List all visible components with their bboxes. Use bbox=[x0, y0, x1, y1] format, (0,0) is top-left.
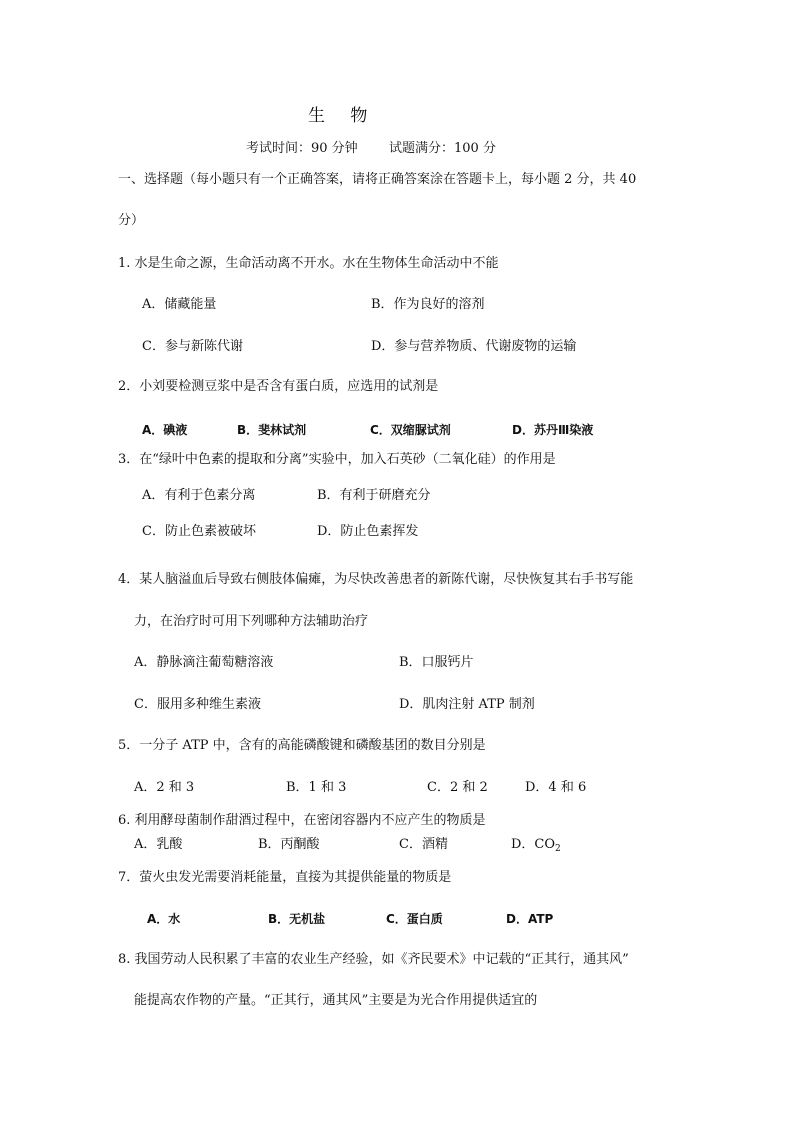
question-8-stem-cont: 能提高农作物的产量。“正其行，通其风”主要是为光合作用提供适宜的 bbox=[134, 993, 538, 1008]
question-6-option-d-subscript: 2 bbox=[555, 844, 561, 854]
question-5-option-a[interactable]: A．2 和 3 bbox=[134, 780, 195, 795]
question-6-option-b[interactable]: B．丙酮酸 bbox=[258, 837, 320, 852]
question-4-stem: 4．某人脑溢血后导致右侧肢体偏瘫，为尽快改善患者的新陈代谢，尽快恢复其右手书写能 bbox=[118, 572, 634, 587]
page-title: 生 物 bbox=[308, 106, 378, 126]
question-4-option-b[interactable]: B．口服钙片 bbox=[399, 655, 474, 670]
question-7-stem: 7．萤火虫发光需要消耗能量，直接为其提供能量的物质是 bbox=[118, 870, 452, 885]
question-6-option-c[interactable]: C．酒精 bbox=[399, 837, 448, 852]
question-4-option-c[interactable]: C．服用多种维生素液 bbox=[134, 697, 261, 712]
question-2-stem: 2．小刘要检测豆浆中是否含有蛋白质，应选用的试剂是 bbox=[118, 379, 439, 394]
question-6-option-d-text: D．CO bbox=[511, 837, 556, 852]
question-7-option-a[interactable]: A．水 bbox=[147, 912, 181, 926]
question-3-option-d[interactable]: D．防止色素挥发 bbox=[317, 524, 419, 539]
question-2-option-b[interactable]: B．斐林试剂 bbox=[237, 423, 307, 437]
question-2-option-d[interactable]: D．苏丹Ⅲ染液 bbox=[512, 423, 594, 437]
question-7-option-d[interactable]: D．ATP bbox=[506, 912, 554, 926]
question-6-option-d[interactable] bbox=[511, 836, 561, 858]
question-7-option-b[interactable]: B．无机盐 bbox=[268, 912, 326, 926]
question-8-stem: 8. 我国劳动人民积累了丰富的农业生产经验，如《齐民要术》中记载的“正其行，通其风” bbox=[118, 952, 629, 967]
question-4-stem-cont: 力，在治疗时可用下列哪种方法辅助治疗 bbox=[134, 614, 369, 629]
question-4-option-d[interactable]: D．肌肉注射 ATP 制剂 bbox=[399, 697, 535, 712]
question-3-stem: 3．在“绿叶中色素的提取和分离”实验中，加入石英砂（二氧化硅）的作用是 bbox=[118, 452, 556, 467]
question-1-option-a[interactable]: A．储藏能量 bbox=[142, 297, 217, 312]
question-5-option-b[interactable]: B．1 和 3 bbox=[286, 780, 347, 795]
question-5-option-c[interactable]: C．2 和 2 bbox=[427, 780, 488, 795]
question-3-option-c[interactable]: C．防止色素被破坏 bbox=[142, 524, 256, 539]
question-7-option-c[interactable]: C．蛋白质 bbox=[386, 912, 443, 926]
section-heading-cont: 分） bbox=[118, 213, 145, 228]
question-1-stem: 1. 水是生命之源，生命活动离不开水。水在生物体生命活动中不能 bbox=[118, 256, 499, 271]
question-1-option-d[interactable]: D．参与营养物质、代谢废物的运输 bbox=[371, 339, 577, 354]
question-6-stem: 6. 利用酵母菌制作甜酒过程中，在密闭容器内不应产生的物质是 bbox=[118, 813, 486, 828]
question-2-option-c[interactable]: C．双缩脲试剂 bbox=[370, 423, 451, 437]
question-1-option-c[interactable]: C．参与新陈代谢 bbox=[142, 339, 243, 354]
question-1-option-b[interactable]: B．作为良好的溶剂 bbox=[371, 297, 485, 312]
full-score: 试题满分：100 分 bbox=[389, 141, 496, 156]
question-3-option-a[interactable]: A．有利于色素分离 bbox=[142, 488, 256, 503]
question-6-option-a[interactable]: A．乳酸 bbox=[134, 837, 183, 852]
exam-time: 考试时间：90 分钟 bbox=[246, 141, 358, 156]
section-heading: 一、选择题（每小题只有一个正确答案，请将正确答案涂在答题卡上，每小题 2 分，共 40 bbox=[118, 172, 637, 187]
question-2-option-a[interactable]: A．碘液 bbox=[142, 423, 188, 437]
question-3-option-b[interactable]: B．有利于研磨充分 bbox=[317, 488, 431, 503]
question-5-stem: 5．一分子 ATP 中，含有的高能磷酸键和磷酸基团的数目分别是 bbox=[118, 738, 486, 753]
question-5-option-d[interactable]: D．4 和 6 bbox=[525, 780, 587, 795]
question-4-option-a[interactable]: A．静脉滴注葡萄糖溶液 bbox=[134, 655, 274, 670]
